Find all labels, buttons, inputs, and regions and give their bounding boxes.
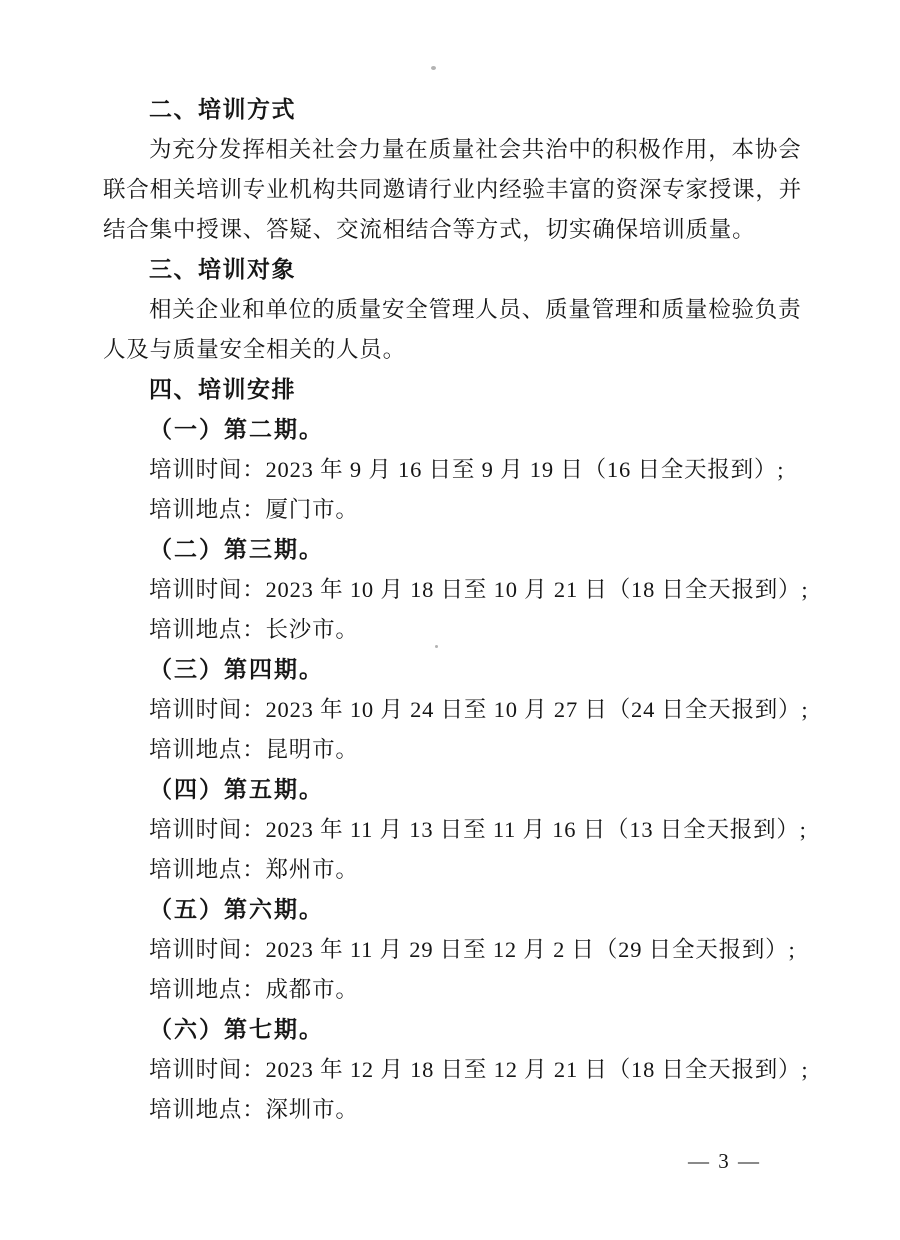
scan-speck — [431, 66, 436, 70]
subheading-session-6: （五）第六期。 — [149, 897, 324, 922]
session-2-time: 培训时间：2023 年 9 月 16 日至 9 月 19 日（16 日全天报到）; — [149, 457, 785, 482]
session-5-time: 培训时间：2023 年 11 月 13 日至 11 月 16 日（13 日全天报到）; — [149, 817, 807, 842]
document-body — [103, 90, 809, 1130]
para-training-target-line1: 相关企业和单位的质量安全管理人员、质量管理和质量检验负责 — [149, 297, 802, 322]
session-6-location: 培训地点：成都市。 — [149, 977, 359, 1002]
para-training-method-line3: 结合集中授课、答疑、交流相结合等方式，切实确保培训质量。 — [103, 217, 756, 242]
session-6-time: 培训时间：2023 年 11 月 29 日至 12 月 2 日（29 日全天报到）; — [149, 937, 796, 962]
subheading-session-5: （四）第五期。 — [149, 777, 324, 802]
para-training-method-line2: 联合相关培训专业机构共同邀请行业内经验丰富的资深专家授课，并 — [103, 177, 803, 202]
session-2-location: 培训地点：厦门市。 — [149, 497, 359, 522]
session-3-time: 培训时间：2023 年 10 月 18 日至 10 月 21 日（18 日全天报到）; — [149, 577, 809, 602]
session-7-location: 培训地点：深圳市。 — [149, 1097, 359, 1122]
session-4-time: 培训时间：2023 年 10 月 24 日至 10 月 27 日（24 日全天报到）; — [149, 697, 809, 722]
page-number: — 3 — — [688, 1149, 761, 1173]
heading-training-schedule: 四、培训安排 — [149, 377, 296, 403]
session-5-location: 培训地点：郑州市。 — [149, 857, 359, 882]
subheading-session-7: （六）第七期。 — [149, 1017, 324, 1042]
session-4-location: 培训地点：昆明市。 — [149, 737, 359, 762]
heading-training-method: 二、培训方式 — [149, 97, 296, 123]
scan-speck — [435, 645, 438, 648]
para-training-method-line1: 为充分发挥相关社会力量在质量社会共治中的积极作用，本协会 — [149, 137, 802, 162]
session-3-location: 培训地点：长沙市。 — [149, 617, 359, 642]
subheading-session-4: （三）第四期。 — [149, 657, 324, 682]
heading-training-target: 三、培训对象 — [149, 257, 296, 283]
subheading-session-3: （二）第三期。 — [149, 537, 324, 562]
para-training-target-line2: 人及与质量安全相关的人员。 — [103, 337, 406, 362]
session-7-time: 培训时间：2023 年 12 月 18 日至 12 月 21 日（18 日全天报到）; — [149, 1057, 809, 1082]
subheading-session-2: （一）第二期。 — [149, 417, 324, 442]
